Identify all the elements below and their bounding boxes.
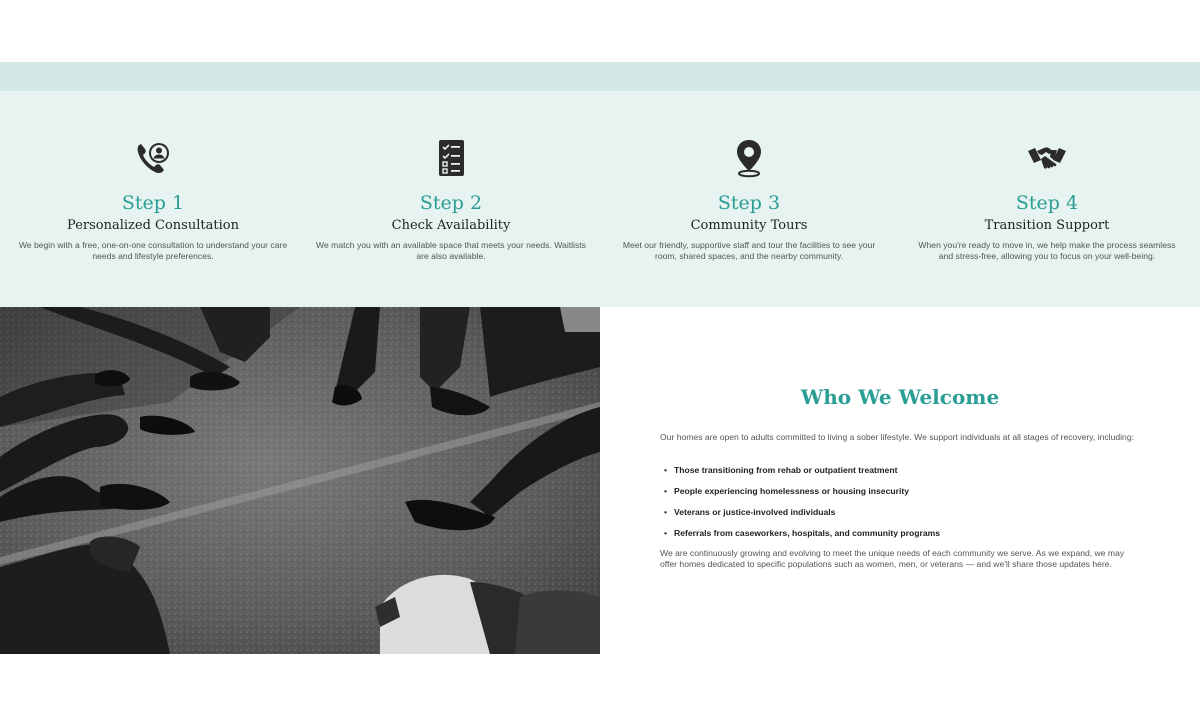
checklist-icon <box>431 138 471 178</box>
support-group-photo <box>0 307 600 654</box>
welcome-outro: We are continuously growing and evolving to meet the unique needs of each community we serve. As we expand, we may offer homes dedicated to specific populations such as women, men, or veterans — and we'll share those updates here. <box>660 548 1125 569</box>
location-pin-icon <box>729 138 769 178</box>
step-title: Check Availability <box>391 218 511 233</box>
welcome-list <box>664 465 1134 549</box>
step-description: We begin with a free, one-on-one consultation to understand your care needs and lifestyle preferences. <box>18 240 288 261</box>
list-item: • People experiencing homelessness or housing insecurity <box>664 486 1134 507</box>
step-number: Step 3 <box>717 192 781 214</box>
step-description: Meet our friendly, supportive staff and tour the facilities to see your room, shared spaces, and the nearby community. <box>622 240 876 261</box>
list-item: • Referrals from caseworkers, hospitals, and community programs <box>664 528 1134 549</box>
step-title: Transition Support <box>984 218 1110 233</box>
top-strip <box>0 62 1200 91</box>
list-item: • Veterans or justice-involved individuals <box>664 507 1134 528</box>
step-description: When you're ready to move in, we help make the process seamless and stress-free, allowing you to focus on your well-being. <box>918 240 1176 261</box>
handshake-icon <box>1027 138 1067 178</box>
phone-person-icon <box>133 138 173 178</box>
step-number: Step 4 <box>1015 192 1079 214</box>
step-title: Community Tours <box>690 218 808 233</box>
step-title: Personalized Consultation <box>67 218 239 233</box>
welcome-intro: Our homes are open to adults committed to living a sober lifestyle. We support individuals at all stages of recovery, including: <box>660 432 1135 442</box>
welcome-title: Who We Welcome <box>800 385 1000 409</box>
step-number: Step 2 <box>419 192 483 214</box>
step-description: We match you with an available space that meets your needs. Waitlists are also available. <box>316 240 586 261</box>
list-item: • Those transitioning from rehab or outpatient treatment <box>664 465 1134 486</box>
steps-section <box>0 91 1200 307</box>
step-number: Step 1 <box>121 192 185 214</box>
